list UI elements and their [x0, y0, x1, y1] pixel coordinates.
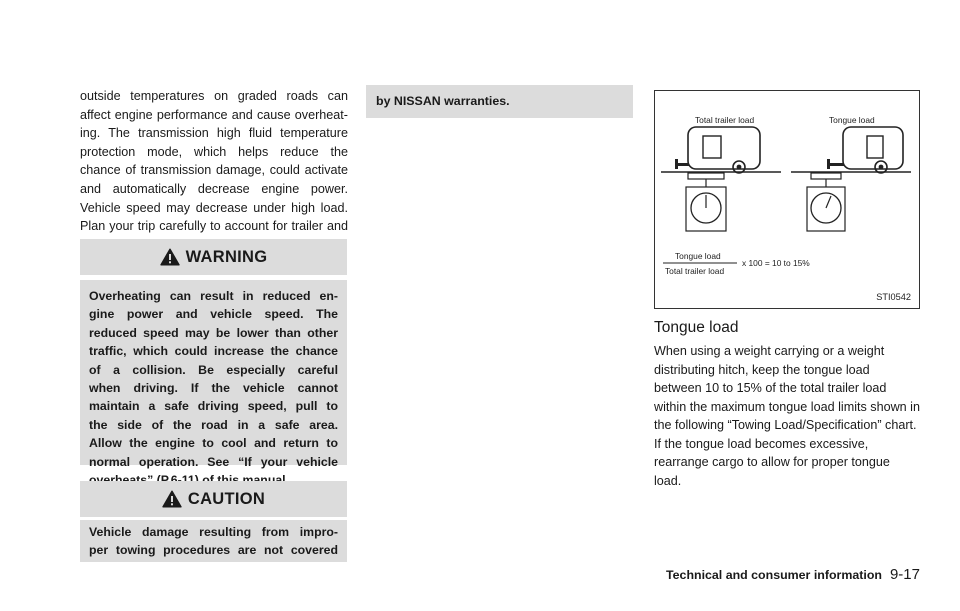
text-line: and automatically decrease engine power.	[80, 181, 348, 196]
caution-triangle-icon	[162, 490, 182, 508]
page-footer	[652, 566, 920, 583]
text-line: protection mode, which helps reduce the	[80, 144, 348, 159]
warning-line: traffic, which could increase the chance	[89, 344, 338, 359]
intro-paragraph	[80, 87, 348, 254]
text-line: Vehicle speed may decrease under high load.	[80, 200, 348, 215]
warning-line: the side of the road in a safe area.	[89, 417, 338, 432]
caution-header	[80, 481, 347, 517]
warning-line: reduced speed may be lower than other	[89, 325, 338, 340]
warning-line: Allow the engine to cool and return to	[89, 436, 338, 451]
formula-denominator: Total trailer load	[665, 266, 725, 276]
tongue-load-label: Tongue load	[829, 115, 875, 125]
footer-section-name: Technical and consumer information	[666, 568, 882, 582]
warning-line: when driving. If the vehicle cannot	[89, 381, 338, 396]
warning-line: maintain a safe driving speed, pull to	[89, 399, 338, 414]
right-scale-icon	[807, 173, 845, 231]
left-trailer-icon	[675, 127, 760, 173]
formula-numerator: Tongue load	[675, 251, 721, 261]
section-heading: Tongue load	[654, 319, 739, 336]
warning-line: gine power and vehicle speed. The	[89, 307, 338, 322]
caution-continuation: by NISSAN warranties.	[366, 85, 633, 118]
text-line: Plan your trip carefully to account for trailer and	[80, 219, 348, 234]
caution-line: per towing procedures are not covered	[89, 543, 338, 558]
text-line: outside temperatures on graded roads can	[80, 89, 348, 103]
text-line: chance of transmission damage, could activate	[80, 163, 348, 178]
warning-line: of a collision. Be especially careful	[89, 362, 338, 377]
caution-title: CAUTION	[187, 489, 266, 508]
left-scale-icon	[686, 173, 726, 231]
figure-code: STI0542	[876, 292, 911, 302]
right-trailer-icon	[827, 127, 903, 173]
text-line: affect engine performance and cause overheat-	[80, 107, 348, 122]
section-body: When using a weight carrying or a weight distributing hitch, keep the tongue load between 10 to 15% of the total trailer load within the maximum tongue load limits shown in the following “Towing Load/Specification” chart. If the tongue load becomes excessive, rearrange cargo to allow for proper tongue load.	[654, 344, 920, 488]
warning-triangle-icon	[160, 248, 180, 266]
page-number: 9-17	[889, 566, 920, 583]
warning-line: Overheating can result in reduced en-	[89, 289, 338, 303]
warning-title: WARNING	[185, 247, 268, 266]
caution-body	[80, 520, 347, 562]
warning-line: normal operation. See “If your vehicle	[89, 454, 338, 469]
formula-result: x 100 = 10 to 15%	[742, 258, 810, 268]
warning-header	[80, 239, 347, 275]
text-line: ing. The transmission high fluid temperature	[80, 126, 348, 141]
warning-body	[80, 280, 347, 469]
total-trailer-load-label: Total trailer load	[695, 115, 755, 125]
tongue-load-figure	[654, 90, 920, 309]
caution-line: Vehicle damage resulting from impro-	[89, 525, 338, 539]
